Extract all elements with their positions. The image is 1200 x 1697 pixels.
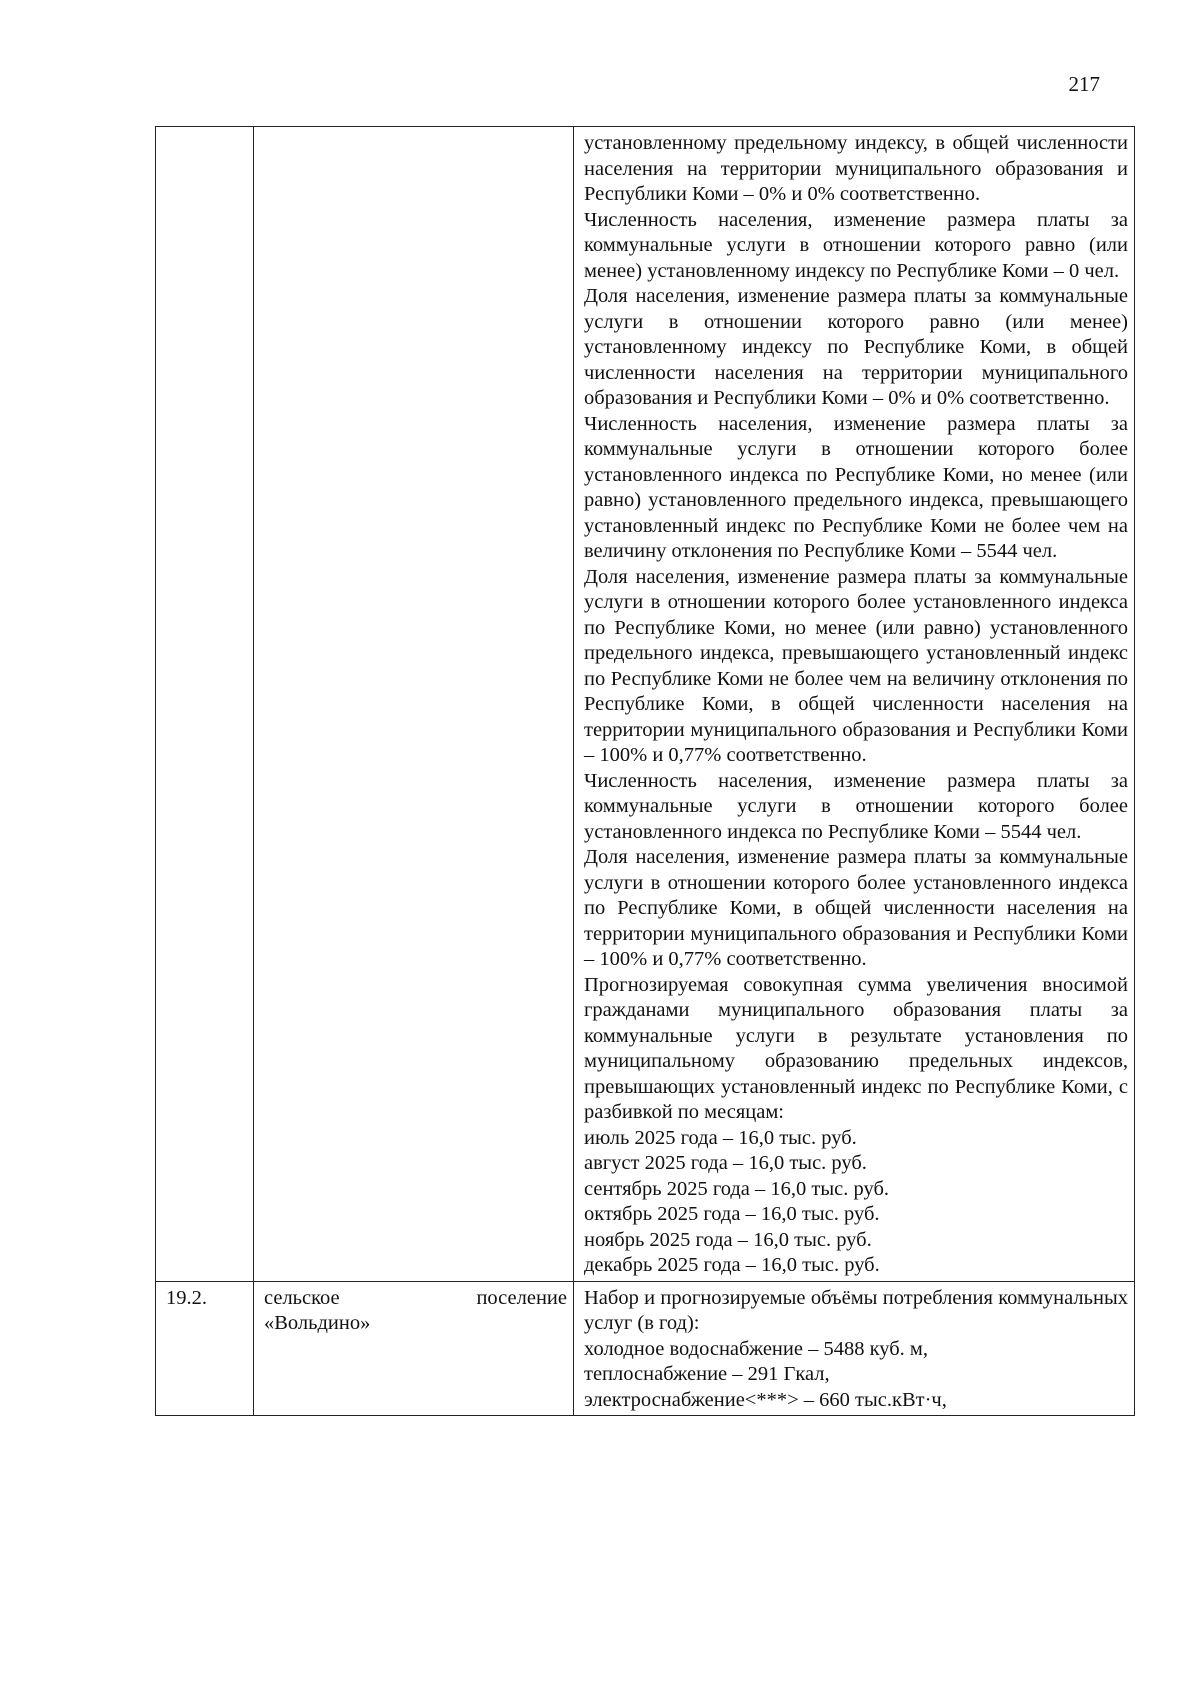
paragraph: Численность населения, изменение размера платы за коммунальные услуги в отношении которого равно (или менее) установленному индексу по Республике Коми – 0 чел. (584, 208, 1128, 282)
service-line: холодное водоснабжение – 5488 куб. м, (584, 1337, 929, 1360)
paragraph: Прогнозируемая совокупная сумма увеличения вносимой гражданами муниципального образования платы за коммунальные услуги в результате установления по муниципальному образованию предельных индексов, превышающих установленный индекс по Республике Коми, с разбивкой по месяцам: (584, 973, 1128, 1123)
month-line: сентябрь 2025 года – 16,0 тыс. руб. (584, 1177, 889, 1200)
settlement-word: сельское (264, 1286, 340, 1309)
municipality-cell (254, 1281, 574, 1416)
municipality-cell (254, 127, 574, 1282)
paragraph: Доля населения, изменение размера платы за коммунальные услуги в отношении которого равно (или менее) установленному индексу по Республике Коми, в общей численности населения на территории муниципального образования и Республики Коми – 0% и 0% соответственно. (584, 285, 1128, 409)
indicators-cell (574, 1281, 1135, 1416)
settlement-name: «Вольдино» (264, 1312, 371, 1334)
service-line: теплоснабжение – 291 Гкал, (584, 1363, 830, 1385)
document-table (155, 126, 1135, 1416)
month-line: июль 2025 года – 16,0 тыс. руб. (584, 1126, 857, 1149)
row-number-cell (156, 127, 254, 1282)
month-line: октябрь 2025 года – 16,0 тыс. руб. (584, 1203, 880, 1225)
table-row (156, 127, 1135, 1282)
settlement-word: поселение (476, 1286, 567, 1309)
paragraph: Численность населения, изменение размера платы за коммунальные услуги в отношении которого более установленного индекса по Республике Коми – 5544 чел. (584, 769, 1128, 843)
table-row (156, 1281, 1135, 1416)
settlement-type (264, 1286, 567, 1312)
paragraph: Набор и прогнозируемые объёмы потребления коммунальных услуг (в год): (584, 1286, 1128, 1334)
month-line: декабрь 2025 года – 16,0 тыс. руб. (584, 1254, 880, 1276)
month-line: ноябрь 2025 года – 16,0 тыс. руб. (584, 1228, 872, 1251)
paragraph: Численность населения, изменение размера платы за коммунальные услуги в отношении которого более установленного индекса по Республике Коми, но менее (или равно) установленного предельного индекса, превышающего установленный индекс по Республике Коми не более чем на величину отклонения по Республике Коми – 5544 чел. (584, 412, 1128, 562)
row-number-cell: 19.2. (156, 1281, 254, 1416)
page-number: 217 (1068, 72, 1100, 96)
paragraph: Доля населения, изменение размера платы за коммунальные услуги в отношении которого более установленного индекса по Республике Коми, но менее (или равно) установленного предельного индекса, превышающего установленный индекс по Республике Коми не более чем на величину отклонения по Республике Коми, в общей численности населения на территории муниципального образования и Республики Коми – 100% и 0,77% соответственно. (584, 565, 1128, 766)
service-line: электроснабжение<***> – 660 тыс.кВт·ч, (584, 1388, 947, 1411)
indicators-cell (574, 127, 1135, 1282)
month-line: август 2025 года – 16,0 тыс. руб. (584, 1152, 867, 1174)
paragraph: Доля населения, изменение размера платы за коммунальные услуги в отношении которого более установленного индекса по Республике Коми, в общей численности населения на территории муниципального образования и Республики Коми – 100% и 0,77% соответственно. (584, 846, 1128, 970)
paragraph: установленному предельному индексу, в общей численности населения на территории муниципального образования и Республики Коми – 0% и 0% соответственно. (584, 132, 1128, 205)
